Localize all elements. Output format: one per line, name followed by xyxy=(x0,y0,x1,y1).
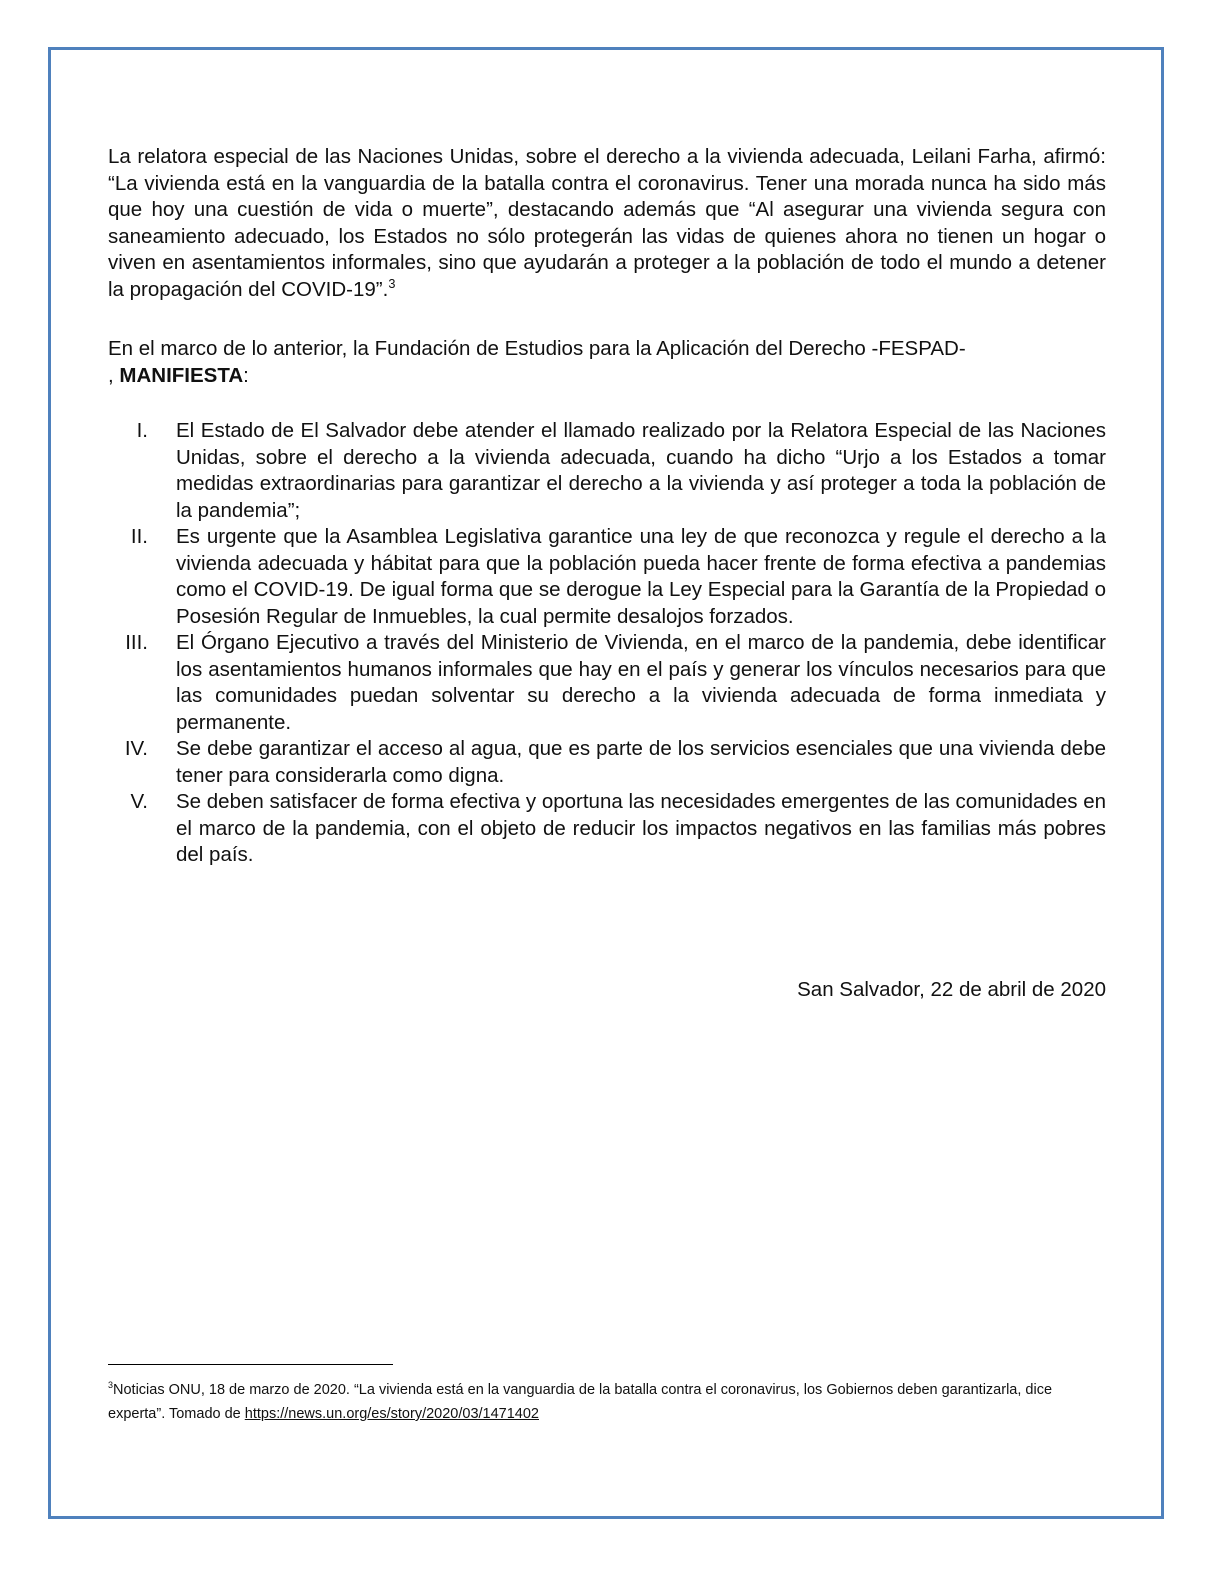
footnote-ref[interactable]: 3 xyxy=(388,275,396,291)
manifiesta-suffix: : xyxy=(243,363,249,387)
list-item xyxy=(108,418,1106,524)
paragraph-quote xyxy=(108,144,1106,303)
footnote-separator xyxy=(108,1364,393,1365)
manifiesta-bold: MANIFIESTA xyxy=(119,363,244,387)
list-item-number: I. xyxy=(136,419,148,442)
list-item xyxy=(108,630,1106,736)
list-item-number: V. xyxy=(130,790,148,813)
list-item-text: Es urgente que la Asamblea Legislativa garantice una ley de que reconozca y regule el derecho a la vivienda adecuada y hábitat para que la población pueda hacer frente de forma efectiva a pandemias como el COVID-19. De igual forma que se derogue la Ley Especial para la Garantía de la Propiedad o Posesión Regular de Inmuebles, la cual permite desalojos forzados. xyxy=(176,525,1106,628)
paragraph-manifiesta xyxy=(108,336,1106,389)
list-item-number: III. xyxy=(125,631,148,654)
footnote-text: Noticias ONU, 18 de marzo de 2020. “La vivienda está en la vanguardia de la batalla contra el coronavirus, los Gobiernos deben garantizarla, dice experta”. Tomado de xyxy=(108,1382,1053,1422)
footnote-number: 3 xyxy=(108,1380,113,1391)
list-item xyxy=(108,789,1106,869)
list-item-number: IV. xyxy=(124,737,148,760)
manifesto-list xyxy=(108,418,1106,869)
list-item-text: El Órgano Ejecutivo a través del Ministerio de Vivienda, en el marco de la pandemia, debe identificar los asentamientos humanos informales que hay en el país y generar los vínculos necesarios para que las comunidades puedan solventar su derecho a la vivienda adecuada de forma inmediata y permanente. xyxy=(176,631,1106,734)
list-item-text: Se debe garantizar el acceso al agua, que es parte de los servicios esenciales que una vivienda debe tener para considerarla como digna. xyxy=(176,737,1106,787)
list-item xyxy=(108,524,1106,630)
date-line: San Salvador, 22 de abril de 2020 xyxy=(797,978,1106,1001)
footnote xyxy=(108,1378,1108,1426)
list-item-text: Se deben satisfacer de forma efectiva y oportuna las necesidades emergentes de las comunidades en el marco de la pandemia, con el objeto de reducir los impactos negativos en las familias más pobres del país. xyxy=(176,790,1106,866)
footnote-link[interactable]: https://news.un.org/es/story/2020/03/1471402 xyxy=(244,1406,539,1422)
paragraph-manifiesta-text: En el marco de lo anterior, la Fundación de Estudios para la Aplicación del Derecho -FESPAD- xyxy=(108,337,966,360)
paragraph-quote-text: La relatora especial de las Naciones Unidas, sobre el derecho a la vivienda adecuada, Leilani Farha, afirmó: “La vivienda está en la vanguardia de la batalla contra el coronavirus. Tener una morada nunca ha sido más que hoy una cuestión de vida o muerte”, destacando además que “Al asegurar una vivienda segura con saneamiento adecuado, los Estados no sólo protegerán las vidas de quienes ahora no tienen un hogar o viven en asentamientos informales, sino que ayudarán a proteger a la población de todo el mundo a detener la propagación del COVID-19”. xyxy=(108,145,1106,301)
manifiesta-prefix: , xyxy=(108,363,120,387)
list-item-text: El Estado de El Salvador debe atender el llamado realizado por la Relatora Especial de las Naciones Unidas, sobre el derecho a la vivienda adecuada, cuando ha dicho “Urjo a los Estados a tomar medidas extraordinarias para garantizar el derecho a la vivienda y así proteger a toda la población de la pandemia”; xyxy=(176,419,1106,522)
list-item xyxy=(108,736,1106,789)
list-item-number: II. xyxy=(130,525,148,548)
